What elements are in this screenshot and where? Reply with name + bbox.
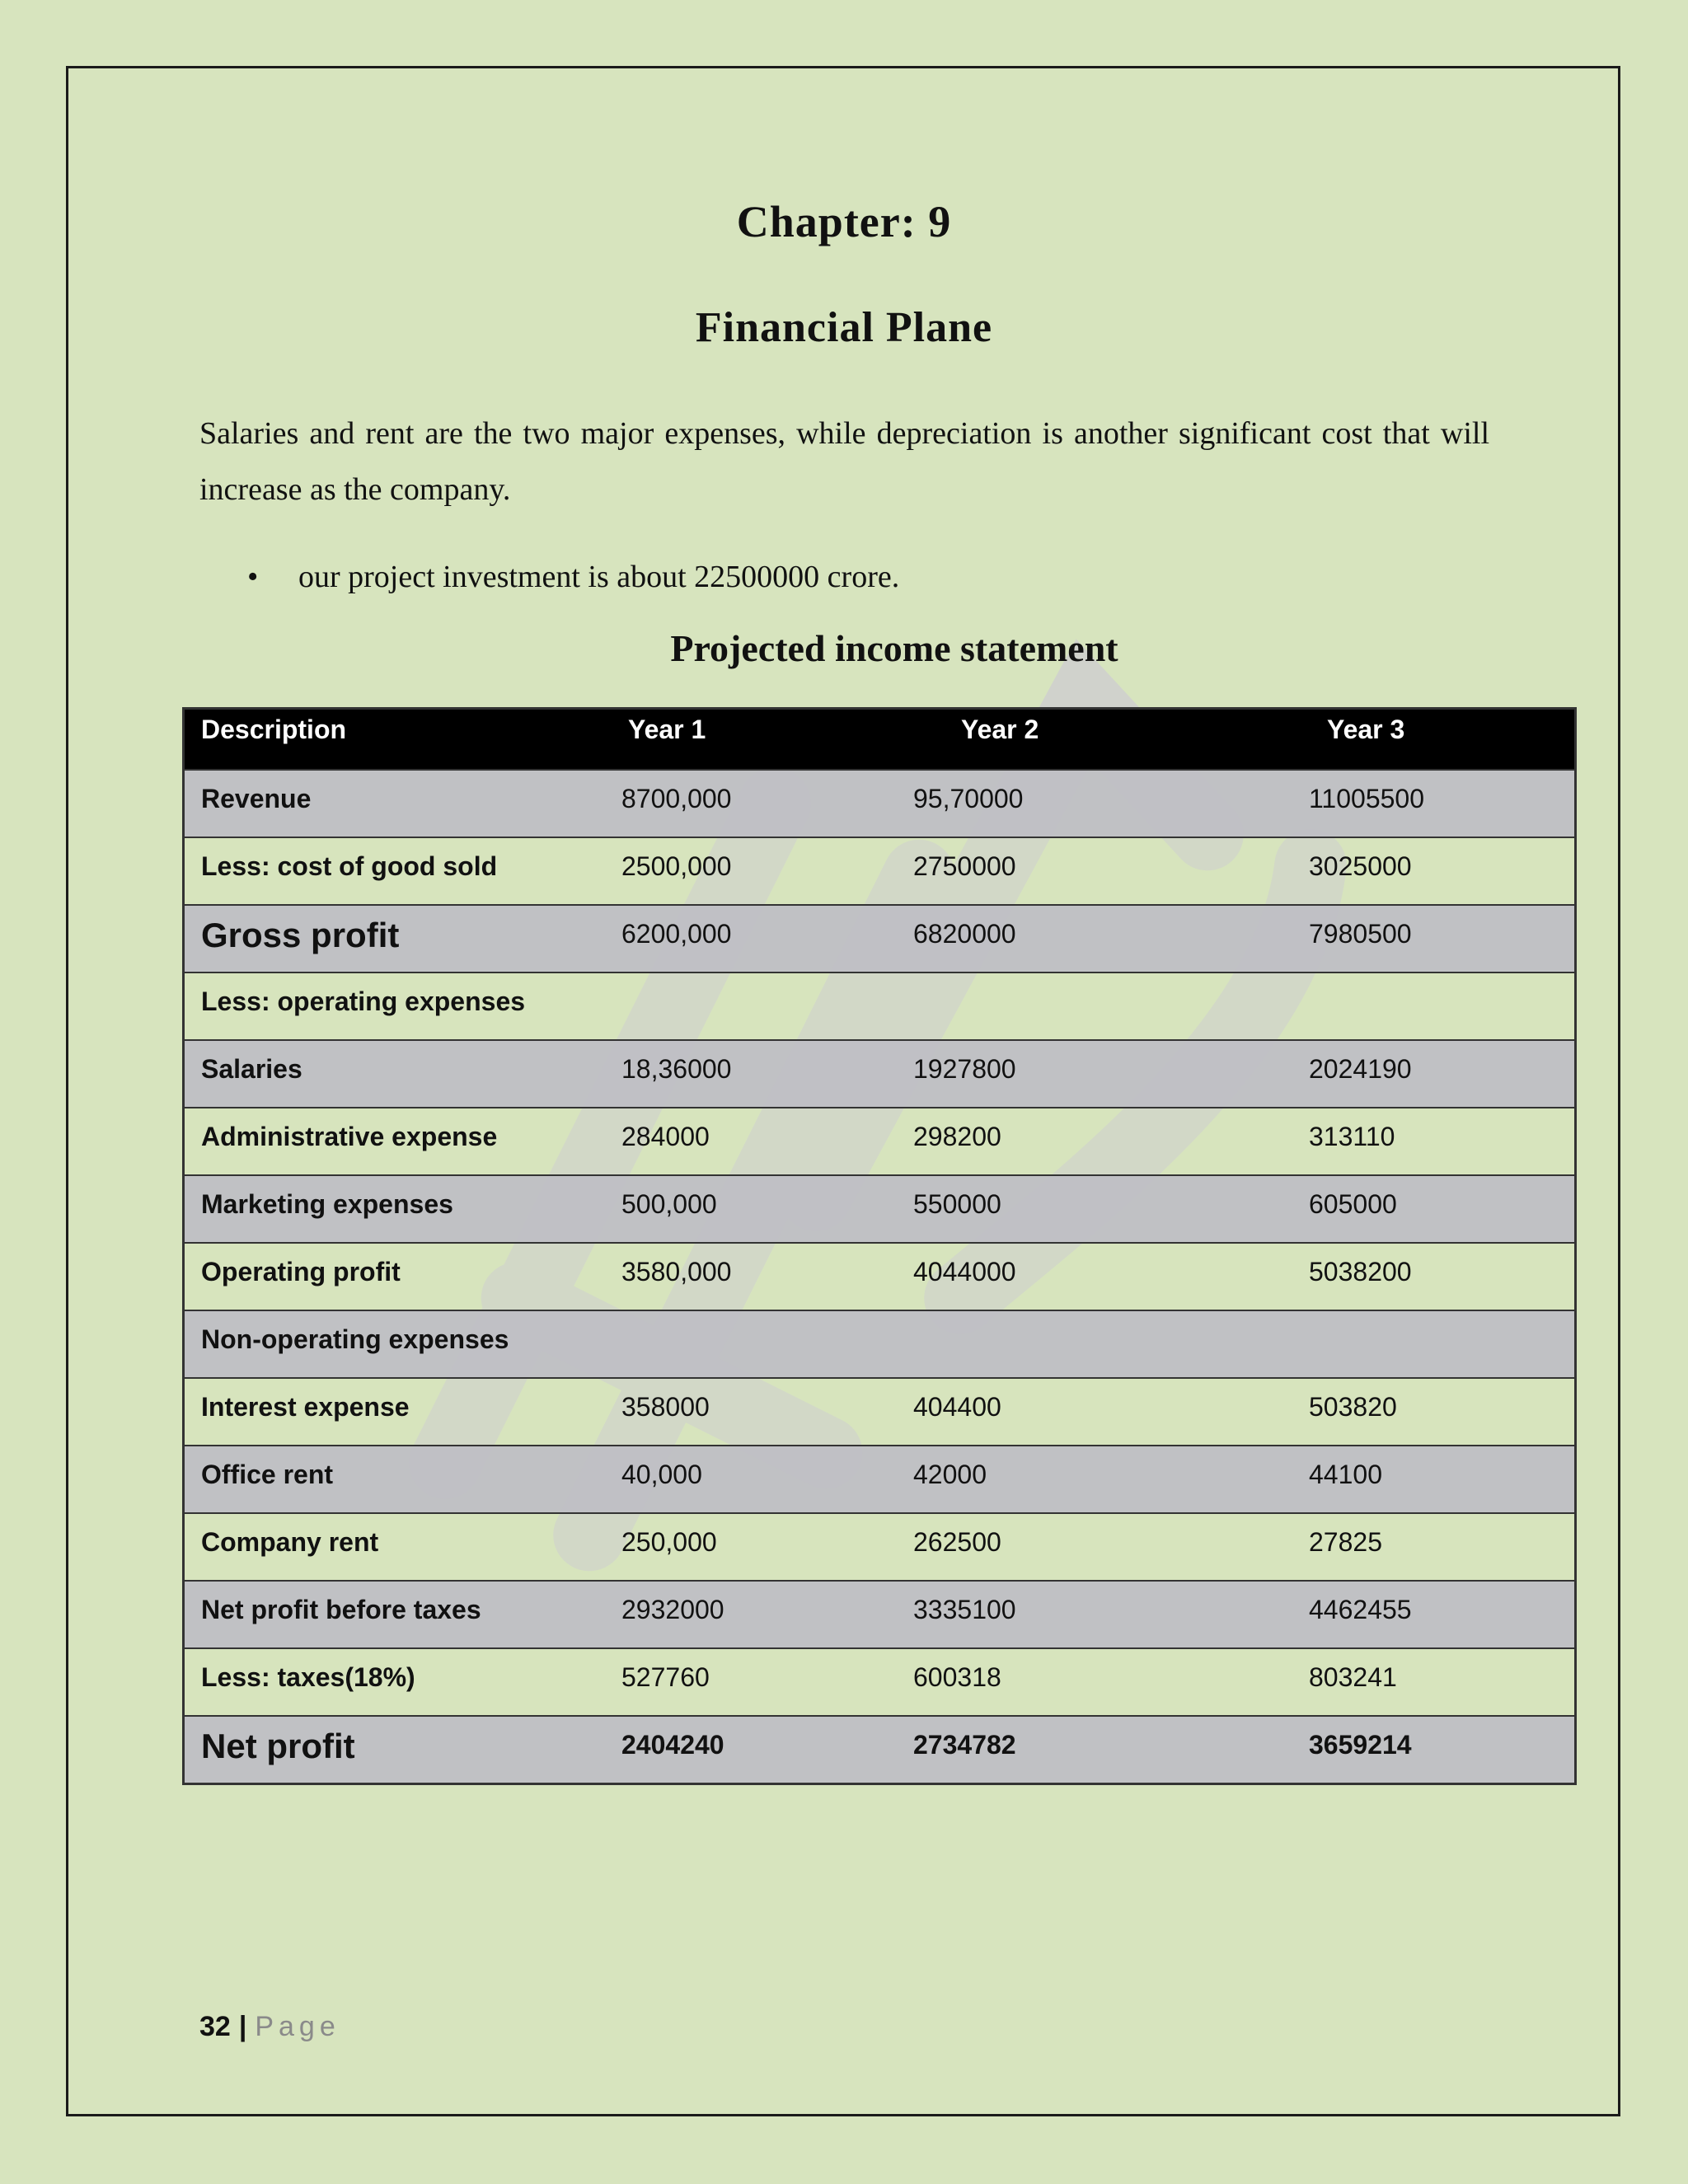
year-1-value: 40,000 [612, 1446, 913, 1513]
row-description: Less: cost of good sold [184, 837, 612, 905]
year-1-value: 2404240 [612, 1716, 913, 1783]
year-1-value [612, 972, 913, 1040]
year-1-value: 284000 [612, 1108, 913, 1175]
year-3-value: 503820 [1309, 1378, 1576, 1446]
year-2-value: 550000 [913, 1175, 1309, 1243]
year-1-value: 250,000 [612, 1513, 913, 1581]
row-description: Company rent [184, 1513, 612, 1581]
year-1-value: 527760 [612, 1648, 913, 1716]
table-header-row [184, 709, 1576, 771]
table-row [184, 837, 1576, 905]
year-1-value: 3580,000 [612, 1243, 913, 1310]
row-description: Less: taxes(18%) [184, 1648, 612, 1716]
year-1-value: 358000 [612, 1378, 913, 1446]
row-description: Net profit before taxes [184, 1581, 612, 1648]
year-2-value: 3335100 [913, 1581, 1309, 1648]
table-row [184, 1446, 1576, 1513]
year-2-value: 95,70000 [913, 770, 1309, 837]
row-description: Non-operating expenses [184, 1310, 612, 1378]
bullet-item [247, 551, 899, 603]
year-3-value: 44100 [1309, 1446, 1576, 1513]
year-2-value: 298200 [913, 1108, 1309, 1175]
header-year-1: Year 1 [612, 709, 913, 771]
row-description: Salaries [184, 1040, 612, 1108]
year-3-value: 803241 [1309, 1648, 1576, 1716]
table-row [184, 1648, 1576, 1716]
year-3-value: 7980500 [1309, 905, 1576, 972]
row-description: Net profit [184, 1716, 612, 1783]
table-title: Projected income statement [670, 627, 1118, 669]
year-3-value [1309, 972, 1576, 1040]
table-row [184, 1378, 1576, 1446]
year-3-value: 27825 [1309, 1513, 1576, 1581]
table-row [184, 1108, 1576, 1175]
page-footer [199, 2011, 340, 2043]
row-description: Operating profit [184, 1243, 612, 1310]
row-description: Administrative expense [184, 1108, 612, 1175]
year-3-value: 3659214 [1309, 1716, 1576, 1783]
income-statement-table [182, 707, 1577, 1785]
year-3-value: 4462455 [1309, 1581, 1576, 1648]
year-1-value: 2932000 [612, 1581, 913, 1648]
year-1-value: 18,36000 [612, 1040, 913, 1108]
row-description: Interest expense [184, 1378, 612, 1446]
table-row [184, 1581, 1576, 1648]
table-row [184, 1310, 1576, 1378]
table-row [184, 972, 1576, 1040]
header-description: Description [184, 709, 612, 771]
table-row [184, 905, 1576, 972]
year-2-value: 1927800 [913, 1040, 1309, 1108]
year-3-value: 605000 [1309, 1175, 1576, 1243]
year-2-value: 2734782 [913, 1716, 1309, 1783]
year-1-value: 2500,000 [612, 837, 913, 905]
year-3-value: 5038200 [1309, 1243, 1576, 1310]
year-2-value: 42000 [913, 1446, 1309, 1513]
year-3-value: 2024190 [1309, 1040, 1576, 1108]
year-1-value [612, 1310, 913, 1378]
year-1-value: 8700,000 [612, 770, 913, 837]
bullet-icon: • [247, 560, 259, 594]
footer-separator: | [238, 2011, 247, 2042]
page-label: Page [255, 2011, 340, 2042]
table-row [184, 1175, 1576, 1243]
year-2-value: 6820000 [913, 905, 1309, 972]
year-3-value: 3025000 [1309, 837, 1576, 905]
table-row [184, 770, 1576, 837]
chapter-title: Financial Plane [695, 304, 993, 351]
row-description: Gross profit [184, 905, 612, 972]
table-row [184, 1716, 1576, 1783]
header-year-2: Year 2 [913, 709, 1309, 771]
year-1-value: 6200,000 [612, 905, 913, 972]
year-2-value: 262500 [913, 1513, 1309, 1581]
page-number: 32 [199, 2011, 231, 2042]
year-2-value [913, 972, 1309, 1040]
intro-paragraph: Salaries and rent are the two major expenses, while depreciation is another significant cost that will increase as the company. [199, 416, 1489, 507]
chapter-heading: Chapter: 9 [736, 197, 952, 246]
year-3-value: 313110 [1309, 1108, 1576, 1175]
year-2-value: 4044000 [913, 1243, 1309, 1310]
year-2-value: 404400 [913, 1378, 1309, 1446]
year-2-value: 2750000 [913, 837, 1309, 905]
row-description: Marketing expenses [184, 1175, 612, 1243]
header-year-3: Year 3 [1309, 709, 1576, 771]
bullet-text: our project investment is about 22500000 crore. [298, 560, 900, 594]
row-description: Office rent [184, 1446, 612, 1513]
year-3-value: 11005500 [1309, 770, 1576, 837]
table-row [184, 1040, 1576, 1108]
row-description: Revenue [184, 770, 612, 837]
table-row [184, 1513, 1576, 1581]
row-description: Less: operating expenses [184, 972, 612, 1040]
year-3-value [1309, 1310, 1576, 1378]
year-1-value: 500,000 [612, 1175, 913, 1243]
table-row [184, 1243, 1576, 1310]
year-2-value [913, 1310, 1309, 1378]
year-2-value: 600318 [913, 1648, 1309, 1716]
